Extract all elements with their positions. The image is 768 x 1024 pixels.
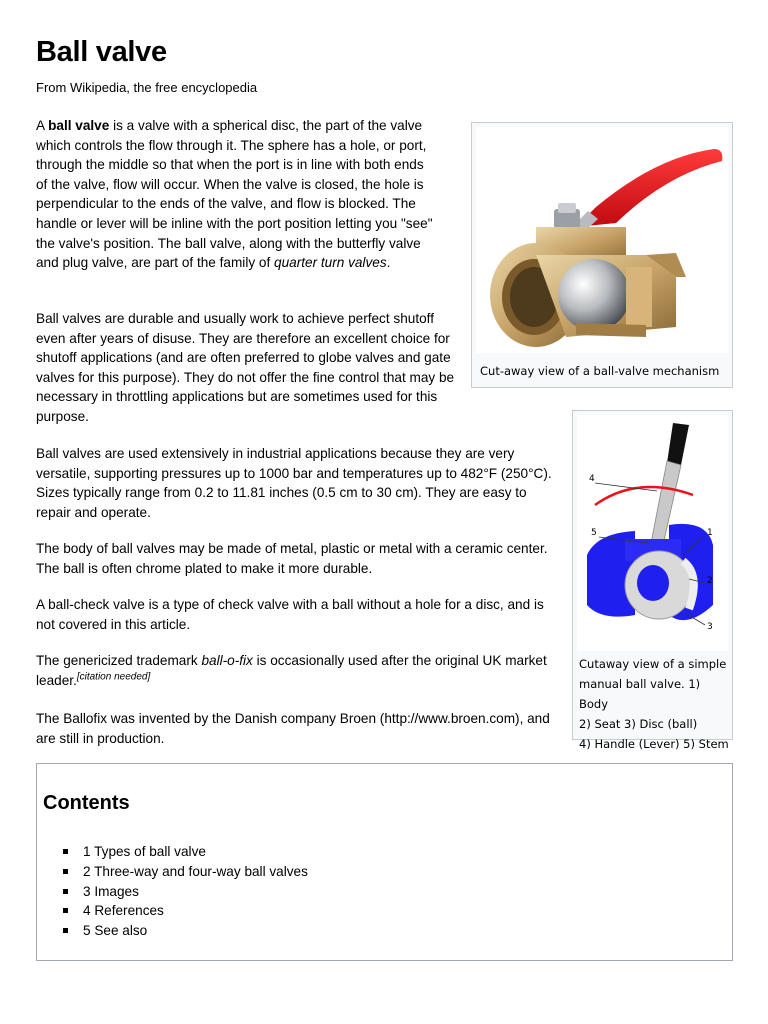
- figure-cutaway-photo: [471, 122, 733, 388]
- trademark-pre: The genericized trademark: [36, 653, 202, 668]
- intro-italic-term: quarter turn valves: [274, 255, 387, 271]
- figure-schematic: [572, 410, 733, 751]
- schematic-label-3: 3: [707, 622, 713, 632]
- toc-list: [63, 842, 308, 941]
- intro-post: .: [386, 255, 391, 271]
- toc-item[interactable]: 3 Images: [63, 882, 308, 902]
- page-tagline: From Wikipedia, the free encyclopedia: [36, 80, 258, 95]
- paragraph-ball-check: A ball-check valve is a type of check valve with a ball without a hole for a disc, and is not covered in this article.: [36, 597, 544, 632]
- paragraph-durability: Ball valves are durable and usually work to achieve perfect shutoff even after years of disuse. They are therefore an excellent choice for shutoff applications (and are often preferred to globe valves and gate valves for this purpose). They do not offer the fine control that may be necessary in throttling applications but are sometimes used for this purpose.: [36, 311, 455, 424]
- schematic-label-2: 2: [707, 576, 713, 586]
- schematic-ball-valve-image[interactable]: [577, 415, 728, 651]
- toc-item[interactable]: 5 See also: [63, 921, 308, 941]
- toc-item[interactable]: 2 Three-way and four-way ball valves: [63, 862, 308, 882]
- toc-title: Contents: [43, 792, 130, 814]
- schematic-label-4: 4: [589, 474, 595, 484]
- intro-mid: is a valve with a spherical disc, the part of the valve which controls the flow through it. The sphere has a hole, or port, through the middle so that when the port is in line with both ends of the valve, flow will occur. When the valve is closed, the hole is perpendicular to the ends of the valve, and flow is blocked. The handle or lever will be inline with the port position letting you "see" the valve's position. The ball valve, along with the butterfly valve and plug valve, are part of the family of: [36, 118, 433, 271]
- toc-item[interactable]: 1 Types of ball valve: [63, 842, 308, 862]
- citation-needed-link[interactable]: [citation needed]: [76, 671, 151, 683]
- toc-item[interactable]: 4 References: [63, 901, 308, 921]
- table-of-contents: [36, 763, 733, 961]
- paragraph-intro: [36, 116, 436, 273]
- schematic-caption-line: 2) Seat 3) Disc (ball): [579, 717, 698, 731]
- paragraph-trademark: [36, 651, 556, 690]
- page-title: Ball valve: [36, 36, 167, 68]
- trademark-italic: ball-o-fix: [201, 653, 253, 668]
- paragraph-ballofix: The Ballofix was invented by the Danish company Broen (http://www.broen.com), and are still in production.: [36, 711, 550, 746]
- schematic-label-1: 1: [707, 528, 713, 538]
- trademark-post: is occasionally used after the original UK market leader.: [36, 653, 547, 688]
- schematic-label-5: 5: [591, 528, 597, 538]
- paragraph-industrial: Ball valves are used extensively in industrial applications because they are very versatile, supporting pressures up to 1000 bar and temperatures up to 482°F (250°C). Sizes typically range from 0.2 to 11.81 inches (0.5 cm to 30 cm). They are easy to repair and operate.: [36, 446, 552, 520]
- schematic-caption-line: 4) Handle (Lever) 5) Stem: [579, 737, 729, 751]
- figure-schematic-caption: [579, 654, 729, 754]
- cutaway-ball-valve-image[interactable]: [476, 127, 728, 353]
- intro-bold-term: ball valve: [48, 118, 110, 133]
- figure-cutaway-caption: Cut-away view of a ball-valve mechanism: [480, 364, 720, 378]
- intro-pre: A: [36, 118, 49, 133]
- schematic-caption-line: manual ball valve. 1) Body: [579, 677, 701, 711]
- schematic-caption-line: Cutaway view of a simple: [579, 657, 727, 671]
- paragraph-materials: The body of ball valves may be made of metal, plastic or metal with a ceramic center. The ball is often chrome plated to make it more durable.: [36, 541, 548, 576]
